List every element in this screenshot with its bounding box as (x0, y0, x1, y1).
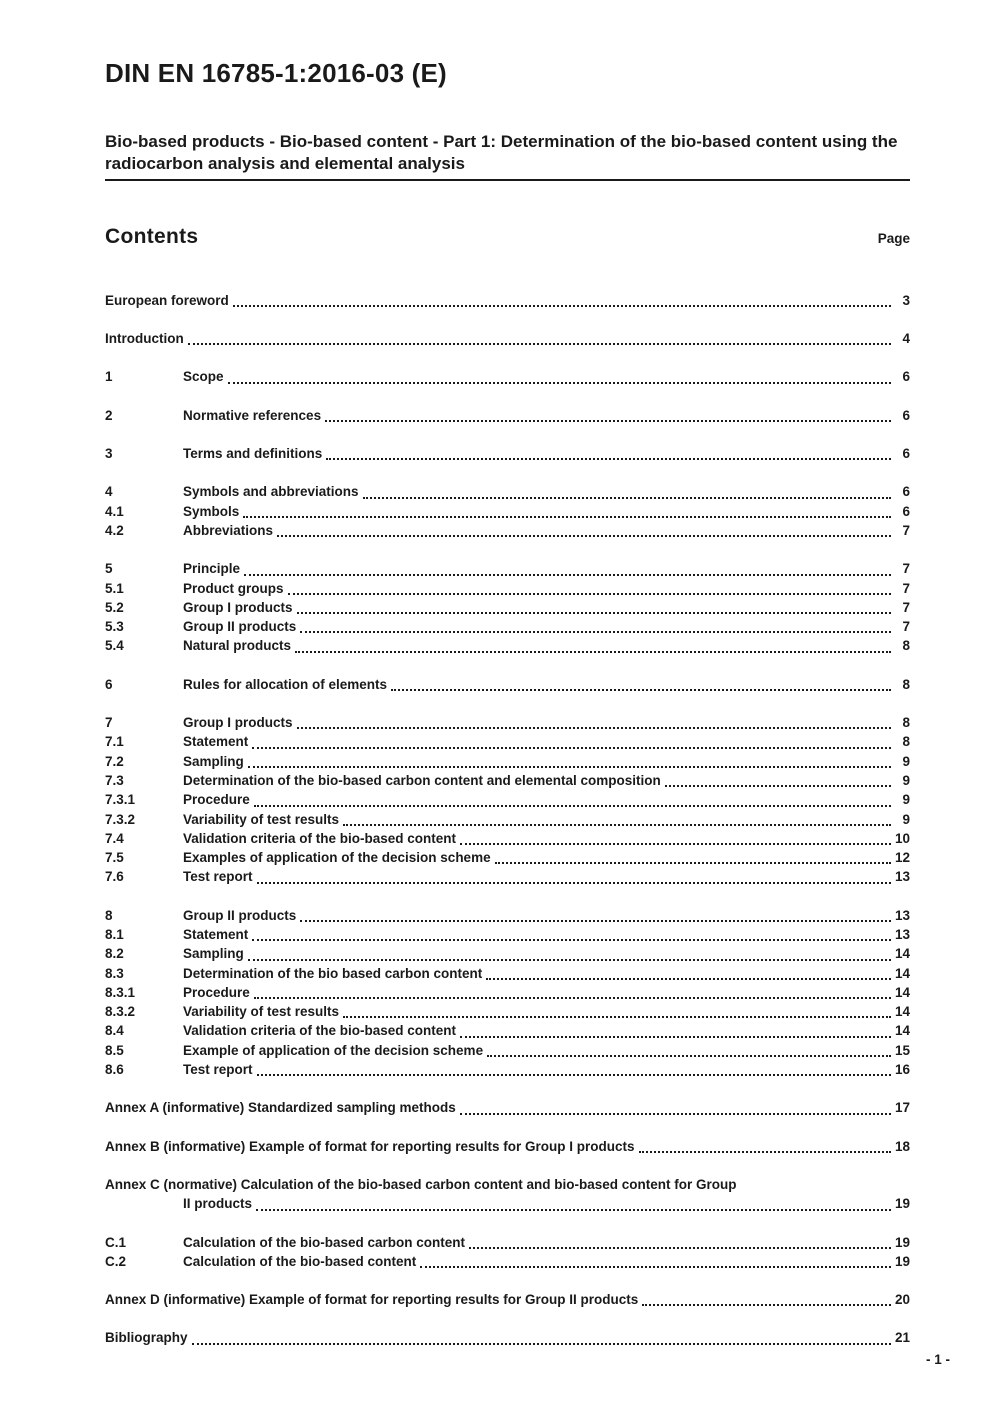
toc-entry-number: 8.1 (105, 927, 124, 942)
toc-entry-label: Statement (183, 927, 249, 942)
toc-leader-dots (639, 1151, 891, 1153)
toc-leader-dots (257, 882, 891, 884)
toc-leader-dots (325, 420, 891, 422)
toc-leader-dots (257, 1074, 891, 1076)
toc-entry (105, 1137, 910, 1156)
toc-leader-dots (300, 631, 891, 633)
toc-entry (105, 1002, 910, 1021)
toc-leader-dots (252, 939, 891, 941)
toc-leader-dots (363, 497, 891, 499)
toc-entry-number: 5 (105, 561, 113, 577)
toc-entry-label: Sampling (183, 946, 244, 962)
toc-entry-page: 12 (894, 850, 910, 866)
toc-entry-label: II products (183, 1196, 253, 1212)
toc-entry-label: Annex B (informative) Example of format for reporting results for Group I products (105, 1138, 635, 1154)
toc-entry-label: Statement (183, 734, 249, 750)
toc-entry (105, 771, 910, 790)
toc-entry-number: 7.2 (105, 753, 124, 769)
toc-entry (105, 291, 910, 310)
toc-leader-dots (256, 1209, 891, 1211)
toc-entry-number: 7.1 (105, 734, 124, 750)
toc-leader-dots (487, 1055, 891, 1057)
toc-entry-number: 8.5 (105, 1042, 124, 1058)
toc-entry (105, 964, 910, 983)
toc-entry-number: 2 (105, 407, 113, 423)
toc-entry-label: Bibliography (105, 1330, 188, 1346)
toc-entry-page: 21 (894, 1330, 910, 1346)
toc-entry-label: Calculation of the bio-based content (183, 1253, 417, 1269)
toc-entry-label: Symbols and abbreviations (183, 484, 359, 500)
toc-entry (105, 1290, 910, 1309)
toc-entry (105, 444, 910, 463)
toc-entry-number: 5.2 (105, 599, 124, 615)
toc-leader-dots (297, 727, 892, 729)
toc-leader-dots (642, 1304, 891, 1306)
toc-entry-number: 4 (105, 484, 113, 500)
toc-entry (105, 482, 910, 501)
toc-entry-label: Test report (183, 1062, 253, 1078)
toc-entry-number: 3 (105, 446, 113, 462)
toc-entry-number: 7.3.1 (105, 792, 136, 808)
toc-entry-label: Group I products (183, 715, 293, 731)
toc-entry-label: Annex D (informative) Example of format for reporting results for Group II products (105, 1292, 639, 1308)
toc-entry-page: 9 (902, 772, 910, 788)
toc-entry-page: 7 (902, 619, 910, 635)
toc-leader-dots (244, 574, 891, 576)
toc-entry-number: 7.3.2 (105, 811, 136, 827)
toc-leader-dots (243, 516, 891, 518)
toc-entry-page: 14 (894, 1004, 910, 1020)
toc-entry-page: 13 (894, 869, 910, 885)
toc-entry (105, 1098, 910, 1117)
toc-leader-dots (460, 1036, 891, 1038)
contents-header-row (105, 225, 910, 249)
toc-entry-label: Examples of application of the decision scheme (183, 850, 491, 866)
toc-entry-page: 7 (902, 599, 910, 615)
toc-entry-page: 7 (902, 522, 910, 538)
toc-entry-page: 20 (894, 1292, 910, 1308)
toc-leader-dots (495, 862, 891, 864)
toc-entry (105, 867, 910, 886)
toc-entry (105, 579, 910, 598)
toc-entry-label: Validation criteria of the bio-based content (183, 1023, 457, 1039)
toc-entry-page: 14 (894, 1023, 910, 1039)
toc-entry (105, 1233, 910, 1252)
toc-entry-page: 9 (902, 811, 910, 827)
toc-entry (105, 1021, 910, 1040)
toc-entry-page: 6 (902, 484, 910, 500)
toc-entry-number: 7.5 (105, 850, 124, 866)
toc-entry (105, 617, 910, 636)
toc-entry (105, 329, 910, 348)
toc-entry (105, 1175, 910, 1194)
toc-entry (105, 598, 910, 617)
toc-entry-label: Validation criteria of the bio-based content (183, 830, 457, 846)
toc-entry (105, 829, 910, 848)
toc-entry-number: 5.4 (105, 638, 124, 654)
toc-entry-label: Calculation of the bio-based carbon content (183, 1234, 466, 1250)
contents-heading: Contents (105, 224, 199, 248)
toc-entry (105, 1041, 910, 1060)
toc-entry-label: Determination of the bio based carbon content (183, 965, 483, 981)
toc-leader-dots (326, 458, 891, 460)
toc-entry (105, 1060, 910, 1079)
toc-entry-page: 8 (902, 638, 910, 654)
toc-entry-label: Abbreviations (183, 522, 274, 538)
toc-entry-label: Scope (183, 369, 224, 385)
toc-entry-page: 14 (894, 965, 910, 981)
toc-entry (105, 790, 910, 809)
toc-entry-number: 8.4 (105, 1023, 124, 1039)
toc-entry-page: 8 (902, 676, 910, 692)
toc-entry-label: Group I products (183, 599, 293, 615)
toc-entry-page: 14 (894, 984, 910, 1000)
toc-entry (105, 406, 910, 425)
toc-entry-page: 10 (894, 830, 910, 846)
toc-entry-number: 5.1 (105, 580, 124, 596)
toc-entry (105, 732, 910, 751)
toc-entry-page: 19 (894, 1253, 910, 1269)
toc-leader-dots (343, 1016, 891, 1018)
toc-entry-number: 8.2 (105, 946, 124, 962)
toc-entry (105, 848, 910, 867)
toc-entry (105, 925, 910, 944)
toc-entry-label: Introduction (105, 331, 184, 347)
toc-entry-number: 1 (105, 369, 113, 385)
toc-leader-dots (252, 747, 891, 749)
toc-entry-label: Symbols (183, 503, 240, 519)
toc-leader-dots (469, 1247, 891, 1249)
toc-entry-label: Determination of the bio-based carbon content and elemental composition (183, 772, 661, 788)
toc-entry-number: 8 (105, 907, 113, 923)
toc-entry-page: 8 (902, 715, 910, 731)
toc-entry-label: Rules for allocation of elements (183, 676, 388, 692)
toc-entry-page: 6 (902, 446, 910, 462)
toc-entry (105, 367, 910, 386)
toc-entry (105, 906, 910, 925)
toc-entry-label: Product groups (183, 580, 284, 596)
toc-entry-page: 15 (894, 1042, 910, 1058)
toc-entry-label: Variability of test results (183, 1004, 340, 1020)
toc-entry-label: Principle (183, 561, 241, 577)
toc-leader-dots (228, 382, 891, 384)
toc-leader-dots (295, 651, 891, 653)
toc-entry (105, 1252, 910, 1271)
toc-list (105, 291, 910, 1348)
toc-entry-number: 8.6 (105, 1062, 124, 1078)
toc-entry-number: 5.3 (105, 619, 124, 635)
toc-leader-dots (233, 305, 891, 307)
toc-entry-label: European foreword (105, 292, 229, 308)
toc-entry-number: C.2 (105, 1253, 127, 1269)
toc-entry-number: 7.4 (105, 830, 124, 846)
toc-entry (105, 675, 910, 694)
toc-leader-dots (192, 1343, 891, 1345)
toc-leader-dots (420, 1266, 891, 1268)
toc-entry (105, 559, 910, 578)
toc-entry-page: 19 (894, 1196, 910, 1212)
doc-number: DIN EN 16785-1:2016-03 (E) (105, 58, 447, 88)
toc-leader-dots (248, 959, 891, 961)
toc-entry-label: Test report (183, 869, 253, 885)
toc-entry (105, 521, 910, 540)
toc-entry-number: 4.2 (105, 522, 124, 538)
toc-leader-dots (300, 920, 891, 922)
toc-entry-label: Procedure (183, 984, 250, 1000)
toc-entry (105, 810, 910, 829)
toc-entry (105, 502, 910, 521)
toc-entry-page: 7 (902, 561, 910, 577)
toc-entry-page: 4 (902, 331, 910, 347)
toc-entry-label: Annex C (normative) Calculation of the bio-based carbon content and bio-based content for Group (105, 1176, 737, 1192)
toc-entry-number: 8.3.1 (105, 984, 136, 1000)
toc-entry-number: 4.1 (105, 503, 124, 519)
toc-entry-page: 17 (894, 1100, 910, 1116)
toc-leader-dots (460, 1113, 891, 1115)
toc-entry-number: 7.6 (105, 869, 124, 885)
toc-leader-dots (248, 766, 891, 768)
toc-leader-dots (297, 612, 892, 614)
toc-leader-dots (277, 535, 891, 537)
toc-entry-page: 13 (894, 927, 910, 942)
toc-entry-label: Normative references (183, 407, 322, 423)
toc-entry (105, 983, 910, 1002)
toc-entry-number: 8.3.2 (105, 1004, 136, 1020)
toc-entry-label: Natural products (183, 638, 292, 654)
toc-entry-page: 6 (902, 369, 910, 385)
toc-entry-page: 9 (902, 753, 910, 769)
toc-leader-dots (288, 593, 892, 595)
toc-entry-label: Group II products (183, 619, 297, 635)
toc-entry-label: Annex A (informative) Standardized sampling methods (105, 1100, 456, 1116)
page-column-label: Page (877, 230, 910, 246)
toc-entry (105, 944, 910, 963)
toc-entry-page: 16 (894, 1062, 910, 1078)
toc-leader-dots (254, 805, 891, 807)
toc-entry (105, 1328, 910, 1347)
footer-page-number: - 1 - (925, 1352, 950, 1367)
toc-entry-page: 6 (902, 503, 910, 519)
toc-leader-dots (391, 689, 891, 691)
toc-entry-number: C.1 (105, 1234, 127, 1250)
toc-entry-number: 7.3 (105, 772, 124, 788)
toc-leader-dots (254, 997, 891, 999)
toc-entry-page: 19 (894, 1234, 910, 1250)
toc-entry-number: 7 (105, 715, 113, 731)
toc-entry-page: 8 (902, 734, 910, 750)
toc-entry-label: Sampling (183, 753, 244, 769)
toc-leader-dots (486, 978, 891, 980)
toc-entry-label: Group II products (183, 907, 297, 923)
toc-leader-dots (343, 824, 891, 826)
toc-entry-page: 3 (902, 292, 910, 308)
toc-entry (105, 752, 910, 771)
toc-entry-label: Procedure (183, 792, 250, 808)
toc-entry-page: 7 (902, 580, 910, 596)
toc-entry-page: 9 (902, 792, 910, 808)
toc-leader-dots (460, 843, 891, 845)
toc-leader-dots (188, 343, 891, 345)
toc-entry-page: 6 (902, 407, 910, 423)
toc-entry (105, 713, 910, 732)
toc-entry-label: Example of application of the decision scheme (183, 1042, 484, 1058)
toc-entry-label: Variability of test results (183, 811, 340, 827)
doc-title: Bio-based products - Bio-based content - Part 1: Determination of the bio-based content using the radiocarbon analysis and elemental analysis (105, 131, 910, 181)
toc-entry-page: 13 (894, 907, 910, 923)
toc-leader-dots (665, 785, 891, 787)
toc-entry-page: 14 (894, 946, 910, 962)
toc-entry (105, 1194, 910, 1213)
toc-entry (105, 636, 910, 655)
toc-entry-number: 6 (105, 676, 113, 692)
toc-entry-number: 8.3 (105, 965, 124, 981)
toc-entry-label: Terms and definitions (183, 446, 323, 462)
toc-entry-page: 18 (894, 1138, 910, 1154)
